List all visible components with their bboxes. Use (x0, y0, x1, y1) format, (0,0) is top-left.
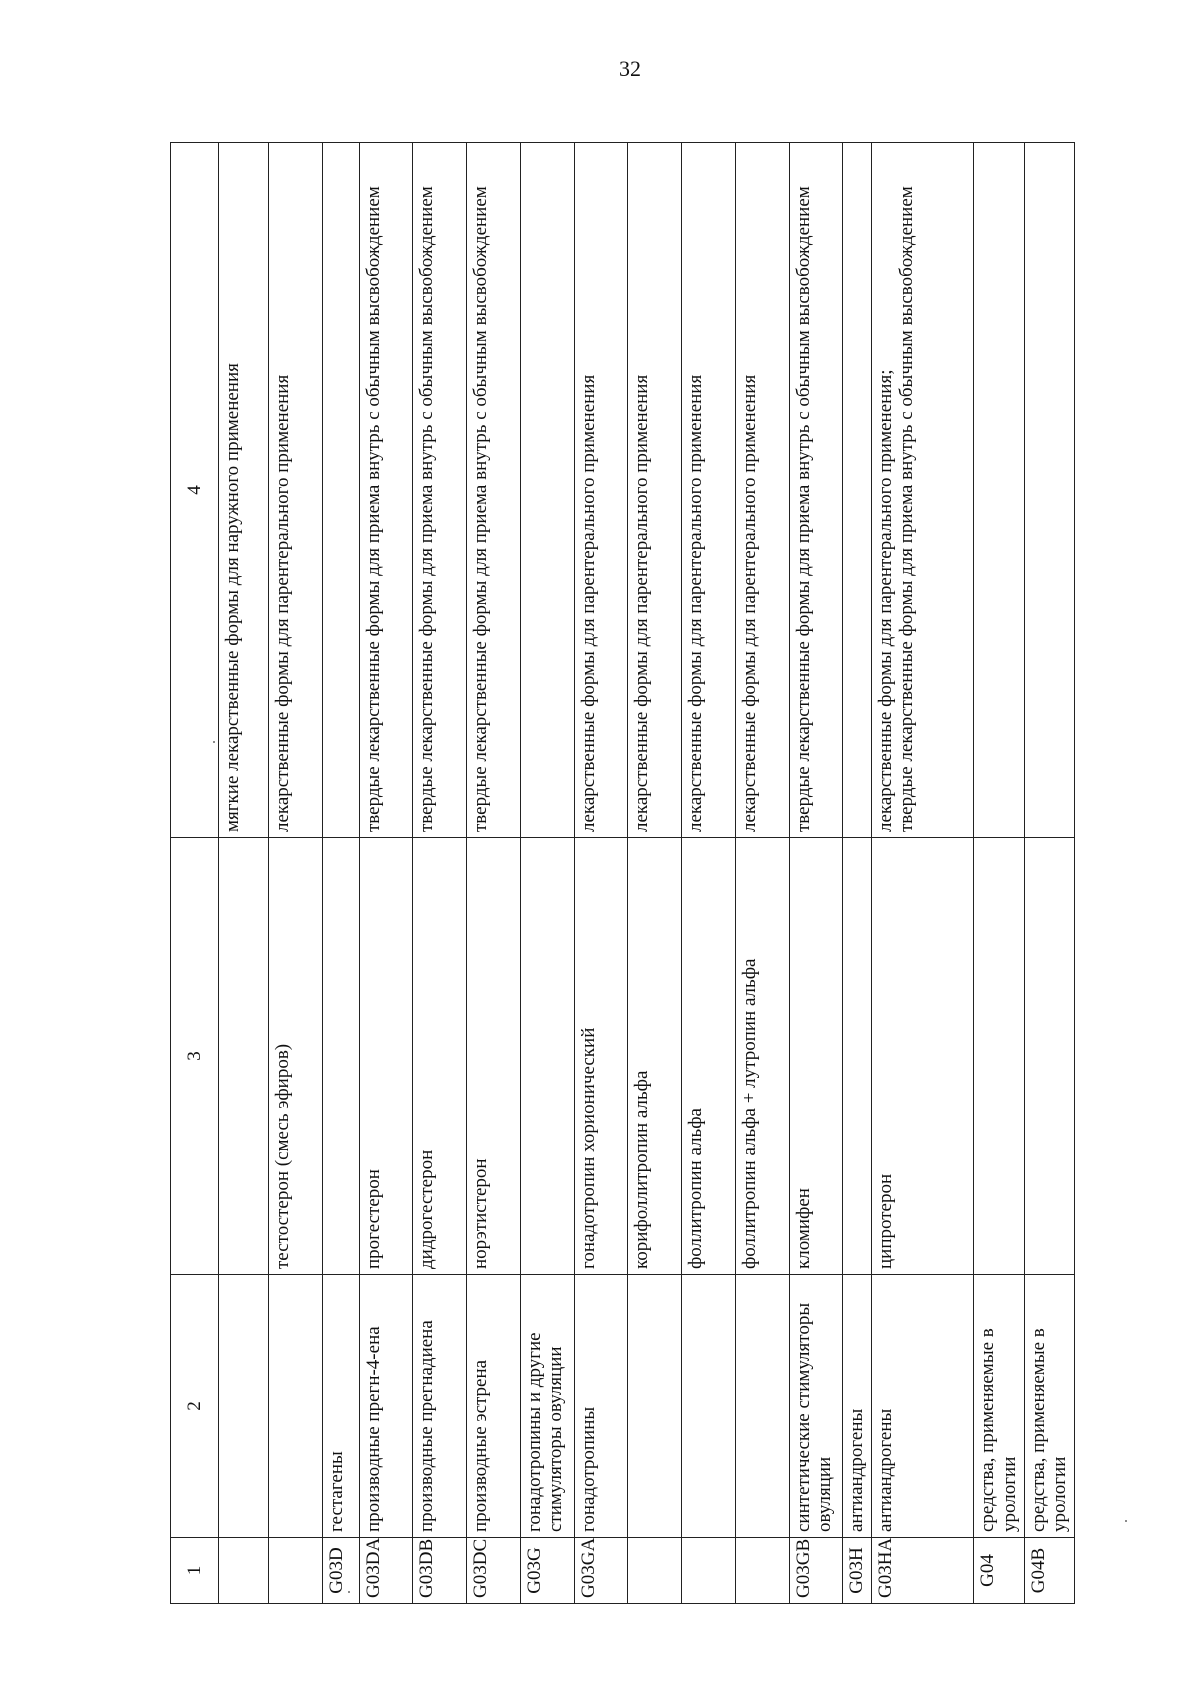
cell-code: G03G (520, 1538, 574, 1604)
cell-forms (843, 143, 872, 838)
table-row (843, 143, 872, 1604)
cell-substance: гонадотропин хорионический (574, 838, 628, 1275)
table-row (520, 143, 574, 1604)
cell-substance (1024, 838, 1074, 1275)
cell-code: G03DC (467, 1538, 521, 1604)
dosage-form-text: лекарственные формы для парентерального применения (577, 374, 599, 832)
table-row (1024, 143, 1074, 1604)
cell-forms (628, 143, 682, 838)
table-row (872, 143, 974, 1604)
scan-speck (213, 741, 215, 743)
cell-group: производные прегнадиена (413, 1275, 467, 1538)
cell-group: гонадотропины (574, 1275, 628, 1538)
dosage-form-text: твердые лекарственные формы для приема внутрь с обычным высвобождением (792, 186, 814, 832)
cell-forms (269, 143, 323, 838)
cell-group: антиандрогены (843, 1275, 872, 1538)
cell-substance: фоллитропин альфа + лутропин альфа (735, 838, 789, 1275)
page-number: 32 (619, 56, 641, 81)
cell-group (682, 1275, 736, 1538)
cell-forms (574, 143, 628, 838)
dosage-form-text: лекарственные формы для парентерального применения; (875, 369, 897, 832)
cell-substance (323, 838, 360, 1275)
dosage-form-text: лекарственные формы для парентерального применения (738, 374, 760, 832)
cell-group: синтетические стимуляторы овуляции (789, 1275, 843, 1538)
table-row (974, 143, 1024, 1604)
cell-code (628, 1538, 682, 1604)
header-row (171, 143, 219, 1604)
cell-group (269, 1275, 323, 1538)
cell-forms (359, 143, 413, 838)
cell-code (218, 1538, 269, 1604)
scan-speck (1125, 1520, 1127, 1522)
cell-group (218, 1275, 269, 1538)
table-row (574, 143, 628, 1604)
cell-substance: тестостерон (смесь эфиров) (269, 838, 323, 1275)
cell-forms (218, 143, 269, 838)
cell-substance: корифоллитропин альфа (628, 838, 682, 1275)
cell-substance: прогестерон (359, 838, 413, 1275)
cell-code: G03H (843, 1538, 872, 1604)
cell-code (269, 1538, 323, 1604)
cell-forms (413, 143, 467, 838)
cell-code: G03GA (574, 1538, 628, 1604)
cell-code: G03HA (872, 1538, 974, 1604)
cell-group: производные эстрена (467, 1275, 521, 1538)
cell-substance: фоллитропин альфа (682, 838, 736, 1275)
cell-group (628, 1275, 682, 1538)
cell-substance (218, 838, 269, 1275)
cell-code: G03DA (359, 1538, 413, 1604)
table-row (323, 143, 360, 1604)
cell-group: антиандрогены (872, 1275, 974, 1538)
dosage-form-text: лекарственные формы для парентерального применения (631, 374, 653, 832)
dosage-form-text: мягкие лекарственные формы для наружного применения (221, 363, 243, 832)
cell-code (735, 1538, 789, 1604)
table-row (735, 143, 789, 1604)
cell-forms (467, 143, 521, 838)
cell-substance: ципротерон (872, 838, 974, 1275)
dosage-form-text: лекарственные формы для парентерального применения (272, 374, 294, 832)
table-row (218, 143, 269, 1604)
cell-forms (735, 143, 789, 838)
column-header: 4 (171, 143, 219, 838)
cell-group: гонадотропины и другие стимуляторы овуляции (520, 1275, 574, 1538)
cell-group: средства, применяемые в урологии (1024, 1275, 1074, 1538)
cell-forms (872, 143, 974, 838)
cell-substance: норэтистерон (467, 838, 521, 1275)
dosage-form-text: твердые лекарственные формы для приема внутрь с обычным высвобождением (470, 186, 492, 832)
cell-forms (323, 143, 360, 838)
cell-substance: кломифен (789, 838, 843, 1275)
dosage-form-text: твердые лекарственные формы для приема внутрь с обычным высвобождением (896, 186, 918, 832)
cell-code: G04 (974, 1538, 1024, 1604)
cell-substance (843, 838, 872, 1275)
cell-group (735, 1275, 789, 1538)
table-body (171, 143, 1075, 1604)
cell-group: производные прегн-4-ена (359, 1275, 413, 1538)
scan-speck (348, 1591, 350, 1593)
cell-group: гестагены (323, 1275, 360, 1538)
dosage-form-text: твердые лекарственные формы для приема внутрь с обычным высвобождением (416, 186, 438, 832)
column-header: 3 (171, 838, 219, 1275)
cell-code: G03GB (789, 1538, 843, 1604)
table-row (789, 143, 843, 1604)
cell-forms (520, 143, 574, 838)
cell-group: средства, применяемые в урологии (974, 1275, 1024, 1538)
cell-substance (974, 838, 1024, 1275)
dosage-form-text: твердые лекарственные формы для приема внутрь с обычным высвобождением (362, 186, 384, 832)
table-row (413, 143, 467, 1604)
cell-forms (1024, 143, 1074, 838)
table-row (467, 143, 521, 1604)
column-header: 1 (171, 1538, 219, 1604)
cell-code (682, 1538, 736, 1604)
drug-table (170, 142, 1075, 1604)
dosage-form-text: лекарственные формы для парентерального применения (685, 374, 707, 832)
cell-code: G03DB (413, 1538, 467, 1604)
cell-forms (974, 143, 1024, 838)
cell-forms (789, 143, 843, 838)
cell-code: G03D (323, 1538, 360, 1604)
cell-code: G04B (1024, 1538, 1074, 1604)
cell-substance: дидрогестерон (413, 838, 467, 1275)
table-row (682, 143, 736, 1604)
table-row (359, 143, 413, 1604)
cell-substance (520, 838, 574, 1275)
column-header: 2 (171, 1275, 219, 1538)
rotated-table-container (170, 143, 1075, 1604)
table-row (628, 143, 682, 1604)
table-row (269, 143, 323, 1604)
cell-forms (682, 143, 736, 838)
